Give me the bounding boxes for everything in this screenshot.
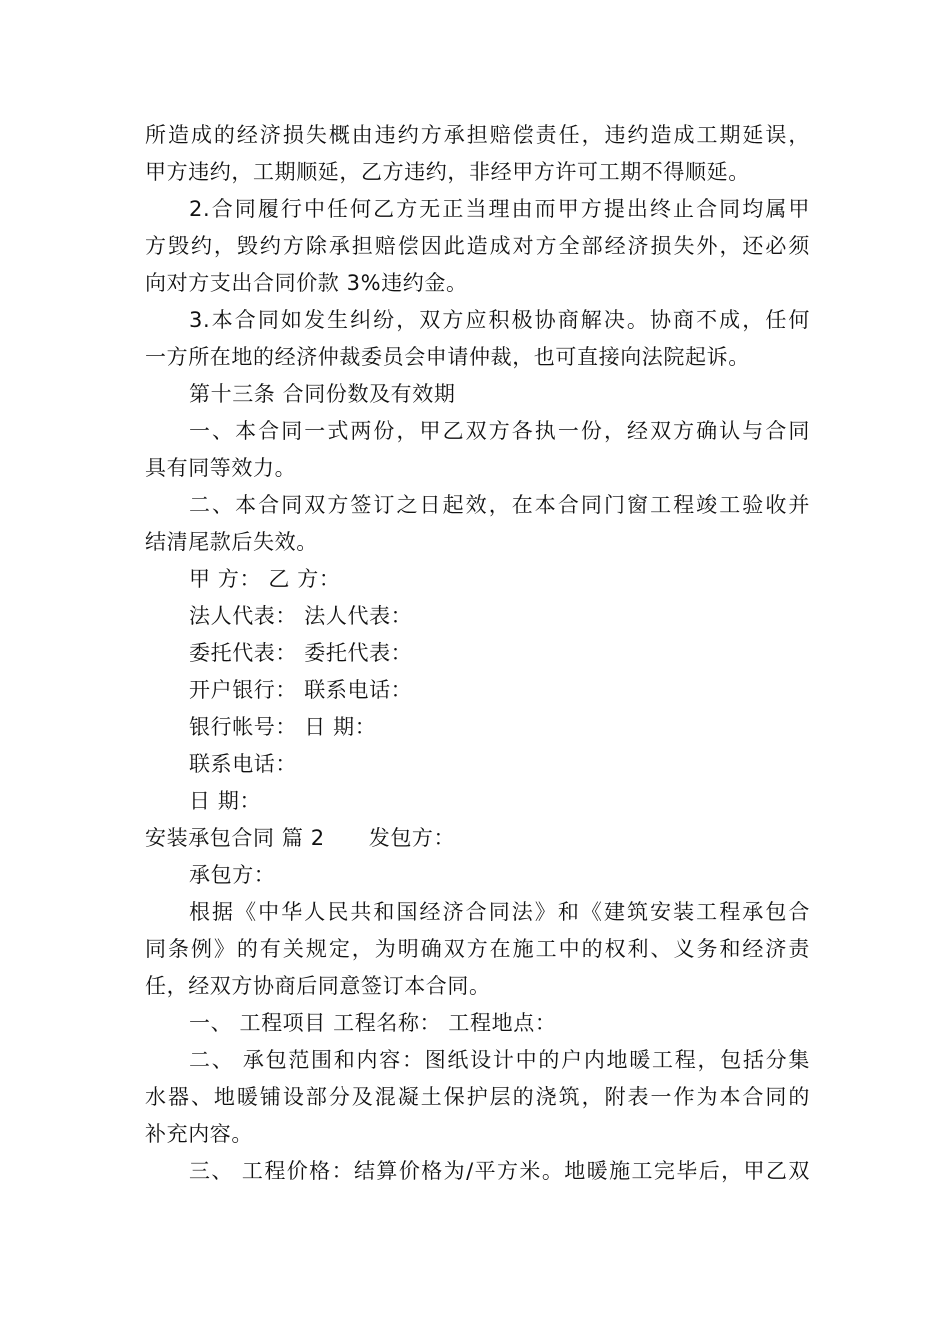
paragraph-line: 结清尾款后失效。 xyxy=(145,530,318,554)
paragraph-line: 二、 承包范围和内容：图纸设计中的户内地暖工程，包括分集 xyxy=(189,1048,810,1072)
paragraph-line: 方毁约，毁约方除承担赔偿因此造成对方全部经济损失外，还必须 xyxy=(145,234,810,258)
section-heading xyxy=(145,820,810,857)
paragraph-line: 开户银行： 联系电话： xyxy=(189,678,413,702)
section-title: 安装承包合同 篇 2 xyxy=(145,826,325,850)
paragraph-line: 具有同等效力。 xyxy=(145,456,297,480)
paragraph-line: 承包方： xyxy=(189,863,276,887)
paragraph-line: 根据《中华人民共和国经济合同法》和《建筑安装工程承包合 xyxy=(189,900,810,924)
party-a-label: 发包方： xyxy=(368,826,456,850)
paragraph-line: 银行帐号： 日 期： xyxy=(189,715,377,739)
paragraph-line: 向对方支出合同价款 3%违约金。 xyxy=(145,271,468,295)
paragraph-line: 甲方违约，工期顺延，乙方违约，非经甲方许可工期不得顺延。 xyxy=(145,160,750,184)
document-body-part-2 xyxy=(145,857,810,1190)
paragraph-line: 二、本合同双方签订之日起效，在本合同门窗工程竣工验收并 xyxy=(189,493,810,517)
paragraph-line: 甲 方： 乙 方： xyxy=(189,567,341,591)
paragraph-line: 水器、地暖铺设部分及混凝土保护层的浇筑，附表一作为本合同的 xyxy=(145,1085,810,1109)
paragraph-line: 三、 工程价格：结算价格为/平方米。地暖施工完毕后，甲乙双 xyxy=(189,1159,810,1183)
paragraph-line: 一、本合同一式两份，甲乙双方各执一份，经双方确认与合同 xyxy=(189,419,810,443)
paragraph-line: 2.合同履行中任何乙方无正当理由而甲方提出终止合同均属甲 xyxy=(189,197,810,221)
paragraph-line: 3.本合同如发生纠纷，双方应积极协商解决。协商不成，任何 xyxy=(189,308,810,332)
paragraph-line: 委托代表： 委托代表： xyxy=(189,641,413,665)
document-page xyxy=(145,117,810,1190)
paragraph-line: 联系电话： xyxy=(189,752,297,776)
paragraph-line: 一、 工程项目 工程名称： 工程地点： xyxy=(189,1011,557,1035)
paragraph-line: 法人代表： 法人代表： xyxy=(189,604,413,628)
paragraph-line: 任，经双方协商后同意签订本合同。 xyxy=(145,974,491,998)
paragraph-line: 日 期： xyxy=(189,789,262,813)
paragraph-line: 补充内容。 xyxy=(145,1122,253,1146)
paragraph-line: 同条例》的有关规定，为明确双方在施工中的权利、义务和经济责 xyxy=(145,937,810,961)
document-body-part-1 xyxy=(145,117,810,820)
paragraph-line: 一方所在地的经济仲裁委员会申请仲裁，也可直接向法院起诉。 xyxy=(145,345,750,369)
paragraph-line: 第十三条 合同份数及有效期 xyxy=(189,382,456,406)
paragraph-line: 所造成的经济损失概由违约方承担赔偿责任，违约造成工期延误， xyxy=(145,123,810,147)
